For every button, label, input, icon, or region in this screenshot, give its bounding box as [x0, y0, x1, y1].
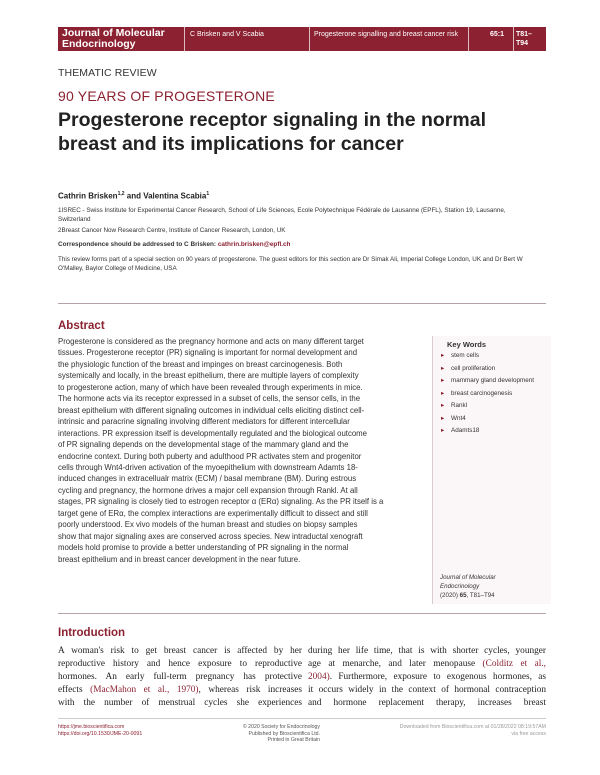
footer-copyright: [230, 724, 320, 744]
abstract-line: tissues. Progesterone receptor (PR) signaling is important for normal development and: [58, 348, 358, 358]
header-topic: Progesterone signalling and breast cancer risk: [314, 31, 458, 38]
abstract-line: cycling and pregnancy, the hormone drives a major cell expansion through Rankl. At all: [58, 485, 358, 495]
keyword-item: ▸ Wnt4: [441, 415, 549, 423]
abstract-line: models hold promise to provide a better understanding of PR signaling in the normal: [58, 543, 349, 553]
text-line: reproductive history and hence exposure to reproductive: [58, 659, 302, 670]
affiliation-1: 1ISREC - Swiss Institute for Experimental Cancer Research, School of Life Sciences, Ecole Polytechnique Fédérale de Lausanne (EPFL), Station 19, Lausanne, Switzerland: [58, 207, 506, 223]
journal-ref-pages: , T81–T94: [466, 591, 495, 599]
abstract-line: target gene of ERα, the complex interactions are experimentally difficult to dissect and still: [58, 508, 368, 518]
keyword-item: ▸ breast carcinogenesis: [441, 390, 549, 398]
keyword-item: ▸ mammary gland development: [441, 377, 549, 385]
correspondence: [58, 241, 290, 248]
download-note: [396, 724, 546, 737]
article-title: Progesterone receptor signaling in the normal breast and its implications for cancer: [58, 109, 487, 155]
header-authors: C Brisken and V Scabia: [190, 31, 264, 38]
footer-link-journal[interactable]: https://jme.bioscientifica.com: [58, 724, 125, 730]
abstract-line: poorly understood. Ex vivo models of the human breast and studies on biopsy samples: [58, 520, 358, 530]
abstract-line: cells through Wnt4-driven activation of the myoepithelium with downstream Adamts 18-: [58, 462, 358, 472]
text-line: it occurs widely in the context of hormonal contraception: [308, 685, 546, 696]
footer-rule: [58, 718, 546, 719]
abstract-heading: Abstract: [58, 320, 105, 332]
download-line: via free access: [511, 730, 546, 737]
abstract-line: of PR signaling depends on the developmental stage of the mammary gland and the: [58, 440, 349, 450]
header-volume: 65:1: [489, 31, 504, 38]
keywords-heading: Key Words: [447, 340, 487, 349]
copyright-line: Printed in Great Britain: [267, 737, 320, 743]
correspondence-email[interactable]: cathrin.brisken@epfl.ch: [217, 241, 291, 248]
copyright-line: © 2020 Society for Endocrinology: [242, 724, 320, 730]
abstract-line: to progesterone action, many of which have been revealed through experiments in mice.: [58, 382, 363, 392]
intro-column-1: [58, 645, 302, 710]
abstract-line: The hormone acts via its receptor expressed in a subset of cells, the sensor cells, in the: [58, 394, 361, 404]
abstract-line: intrinsic and paracrine signaling involving different mediators for different intercellular: [58, 417, 350, 427]
keyword-item: ▸ cell proliferation: [441, 365, 549, 373]
divider: [58, 303, 546, 304]
copyright-line: Published by Bioscientifica Ltd.: [248, 730, 320, 737]
text-line: with the number of menstrual cycles she experiences: [58, 698, 302, 709]
article-type: THEMATIC REVIEW: [58, 67, 157, 79]
journal-ref-name-2: Endocrinology: [440, 582, 480, 590]
journal-ref-year: (2020): [440, 591, 458, 599]
abstract-line: interactions. PR expression itself is developmentally regulated and the biological outcome: [58, 428, 368, 438]
journal-ref-name-1: Journal of Molecular: [440, 574, 496, 581]
theme-heading: 90 YEARS OF PROGESTERONE: [58, 88, 275, 104]
footer-links: [58, 724, 142, 737]
text-line: A woman's risk to get breast cancer is affected by her: [58, 646, 302, 656]
text-line: age at menarche, and later menopause (Colditz et al.,: [308, 659, 546, 670]
text-line: hormones. An early full-term pregnancy has protective: [58, 672, 302, 683]
abstract-line: breast epithelium with different signaling outcomes in individual cells eliciting distinct cell-: [58, 405, 365, 415]
download-line: Downloaded from Bioscientifica.com at 01/28/2022 08:19:57AM: [399, 724, 546, 730]
divider: [58, 613, 546, 614]
text-line: 2004). Furthermore, exposure to exogenous hormones, as: [308, 672, 546, 683]
abstract-line: the physiologic function of the breast and impinges on breast carcinogenesis. Both: [58, 359, 343, 369]
keywords-box: [432, 336, 551, 604]
author-list: Cathrin Brisken$^{1,2}$ and Valentina Scabia$^1$: [58, 191, 210, 201]
intro-column-2: [308, 645, 546, 710]
citation-link[interactable]: 2004): [308, 672, 330, 683]
keyword-item: ▸ Rankl: [441, 402, 549, 410]
citation-link[interactable]: (MacMahon et al., 1970): [90, 685, 199, 696]
abstract-line: stages, PR signaling is closely tied to estrogen receptor α (ERα) signaling. As the PR itself is a: [58, 497, 384, 507]
keyword-item: ▸ stem cells: [441, 352, 549, 360]
abstract-line: show that major signaling axes are conserved across species. New intraductal xenograft: [58, 531, 363, 541]
keywords-list: [441, 352, 549, 440]
affiliation-2: 2Breast Cancer Now Research Centre, Institute of Cancer Research, London, UK: [58, 227, 286, 234]
text-line: effects (MacMahon et al., 1970), whereas risk increases: [58, 685, 302, 696]
journal-reference: [440, 574, 496, 600]
abstract-line: Progesterone is considered as the pregnancy hormone and acts on many different target: [58, 337, 364, 346]
special-section-note: This review forms part of a special section on 90 years of progesterone. The guest editors for this section are Dr Simak Ali, Imperial College London, UK and Dr Bert W O'Malley, Baylor College of Medicine, USA: [58, 256, 523, 272]
correspondence-label: Correspondence should be addressed to C Brisken:: [58, 241, 217, 248]
introduction-heading: Introduction: [58, 627, 126, 639]
journal-ref-volume: 65: [459, 591, 467, 599]
journal-name: Journal of Molecular Endocrinology: [62, 27, 165, 50]
abstract-line: systemically and locally, in the breast epithelium, there are multiple layers of complexity: [58, 371, 359, 381]
text-line: during her life time, that is with shorter cycles, younger: [308, 646, 546, 656]
abstract-line: induced changes in extracellualr matrix (ECM) / basal membrane (BM). During estrous: [58, 474, 357, 484]
text-line: and hormone replacement therapy, increases breast: [308, 698, 546, 709]
running-header: [58, 27, 546, 51]
abstract-line: breast epithelium and in breast cancer development in the near future.: [58, 554, 301, 564]
header-pages: T81–T94: [516, 31, 532, 47]
abstract-line: endocrine context. During both puberty and adulthood PR activates stem and progenitor: [58, 451, 362, 461]
keyword-item: ▸ Adamts18: [441, 427, 549, 435]
citation-link[interactable]: (Colditz et al.,: [482, 659, 546, 670]
footer-link-doi[interactable]: https://doi.org/10.1530/JME-20-0091: [58, 730, 143, 737]
abstract-text: [58, 336, 434, 565]
